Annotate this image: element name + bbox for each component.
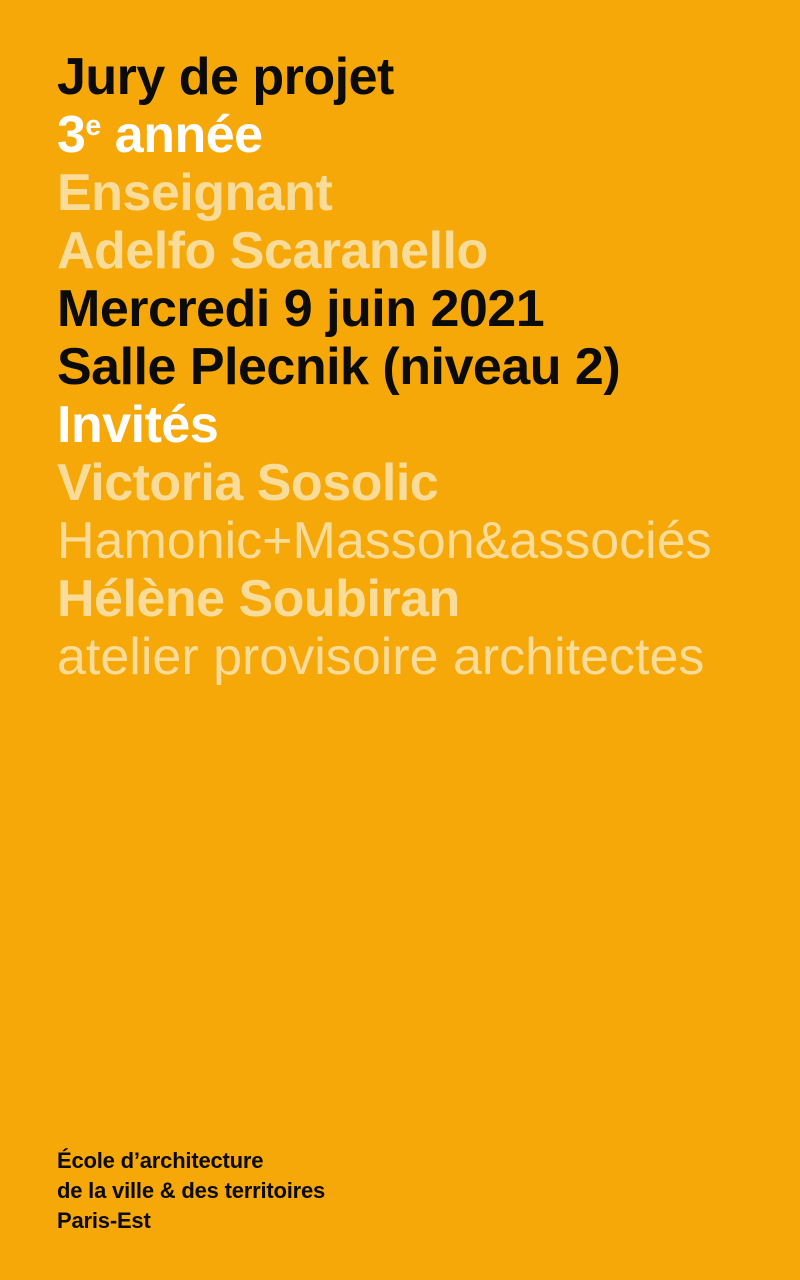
event-info-block (57, 48, 712, 686)
school-name-line2: de la ville & des territoires (57, 1178, 326, 1203)
guest2-office: atelier provisoire architectes (57, 628, 705, 686)
year-word: année (100, 106, 263, 164)
guest1-office: Hamonic+Masson&associés (57, 512, 712, 570)
teacher-label: Enseignant (57, 164, 333, 222)
school-name-line1: École d’architecture (57, 1148, 264, 1173)
school-name-block (57, 1146, 325, 1236)
guest2-name: Hélène Soubiran (57, 570, 460, 628)
teacher-name: Adelfo Scaranello (57, 222, 488, 280)
poster-title: Jury de projet (57, 48, 394, 106)
year-number: 3 (57, 106, 86, 164)
year-ordinal-superscript: e (85, 109, 101, 142)
guests-label: Invités (57, 396, 219, 454)
event-location: Salle Plecnik (niveau 2) (57, 338, 621, 396)
event-date: Mercredi 9 juin 2021 (57, 280, 545, 338)
guest1-name: Victoria Sosolic (57, 454, 439, 512)
year-line (57, 106, 712, 164)
school-name-line3: Paris-Est (57, 1208, 151, 1233)
